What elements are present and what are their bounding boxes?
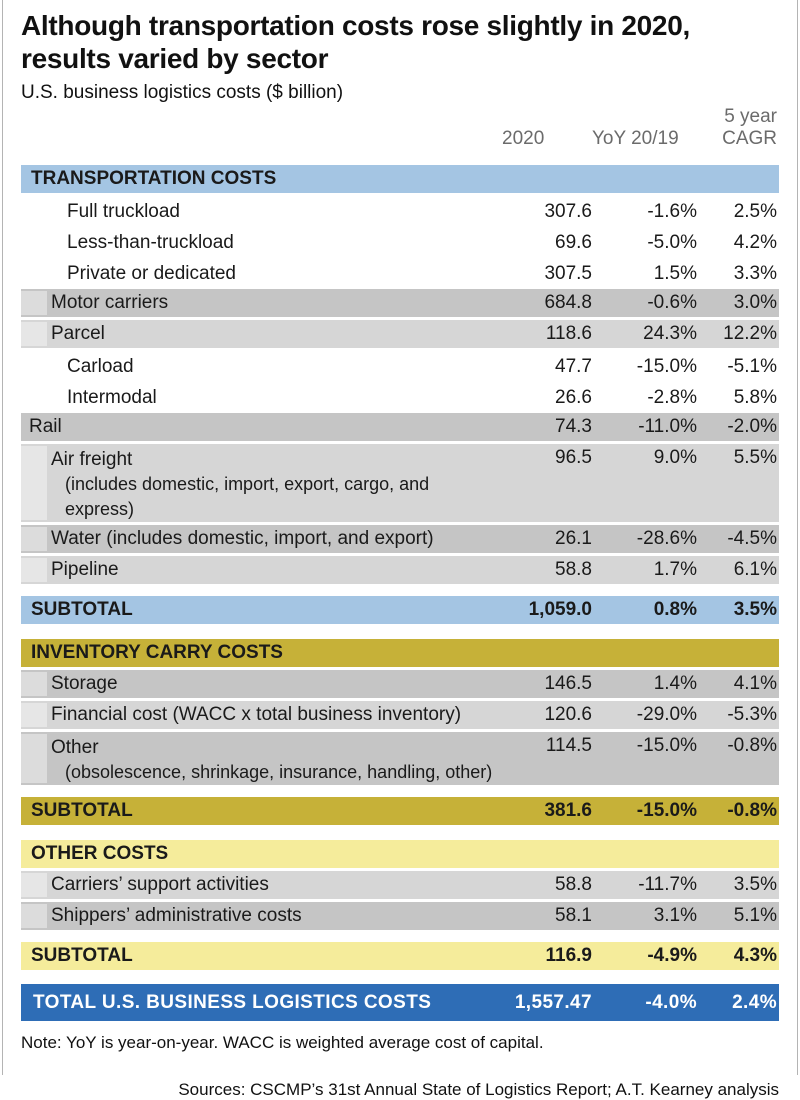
- table-row: [21, 227, 779, 258]
- value-cagr: 4.3%: [733, 944, 777, 966]
- value-2020: 58.1: [555, 904, 592, 926]
- logistics-table: [21, 165, 779, 1021]
- value-2020: [502, 840, 592, 868]
- value-yoy: -11.7%: [638, 873, 697, 895]
- value-yoy: 1.4%: [653, 672, 697, 694]
- value-2020: 58.8: [555, 873, 592, 895]
- row-label: Shippers’ administrative costs: [51, 904, 302, 926]
- row-label: Carload: [67, 355, 134, 377]
- infographic-page: [2, 0, 798, 1099]
- value-cagr: -2.0%: [727, 415, 777, 437]
- value-yoy: -4.9%: [647, 944, 697, 966]
- section-header-transportation-costs: [21, 165, 779, 193]
- table-row: [21, 258, 779, 289]
- table-row: [21, 289, 779, 317]
- page-title: Although transportation costs rose slightly in 2020, results varied by sector: [21, 10, 690, 74]
- table-row: [21, 444, 779, 522]
- value-2020: [502, 165, 592, 193]
- value-2020: 58.8: [555, 558, 592, 580]
- value-cagr: -0.8%: [727, 734, 777, 756]
- value-yoy: -11.0%: [638, 415, 697, 437]
- column-header-cagr: [697, 106, 779, 150]
- value-cagr: 2.5%: [733, 200, 777, 222]
- value-2020: 120.6: [544, 703, 592, 725]
- row-label: Motor carriers: [51, 291, 169, 313]
- table-row: [21, 351, 779, 382]
- row-label: Private or dedicated: [67, 262, 236, 284]
- value-yoy: -29.0%: [636, 703, 697, 725]
- value-yoy: 3.1%: [653, 904, 697, 926]
- row-label: Less-than-truckload: [67, 231, 234, 253]
- value-cagr: [697, 639, 779, 667]
- value-2020: 47.7: [555, 355, 592, 377]
- value-2020: 1,557.47: [514, 991, 592, 1013]
- value-2020: 684.8: [544, 291, 592, 313]
- row-label: Rail: [29, 415, 62, 437]
- value-cagr: 5.8%: [733, 386, 777, 408]
- value-cagr: 3.3%: [733, 262, 777, 284]
- row-label: SUBTOTAL: [31, 598, 133, 620]
- value-2020: 74.3: [555, 415, 592, 437]
- row-sublabel: (obsolescence, shrinkage, insurance, handling, other): [65, 761, 493, 782]
- value-cagr: [697, 840, 779, 868]
- table-row: [21, 196, 779, 227]
- sources-line: Sources: CSCMP’s 31st Annual State of Logistics Report; A.T. Kearney analysis: [178, 1079, 779, 1099]
- value-yoy: [592, 639, 697, 667]
- table-row: [21, 413, 779, 441]
- value-2020: 26.1: [555, 527, 592, 549]
- column-header-row: [21, 106, 779, 150]
- column-header-2020: 2020: [502, 127, 545, 149]
- total-row: [21, 984, 779, 1021]
- value-yoy: -4.0%: [645, 991, 697, 1013]
- value-cagr: 3.0%: [733, 291, 777, 313]
- value-yoy: 24.3%: [643, 322, 697, 344]
- value-yoy: 1.7%: [653, 558, 697, 580]
- table-row: [21, 556, 779, 584]
- value-yoy: -1.6%: [647, 200, 697, 222]
- row-label: SUBTOTAL: [31, 799, 133, 821]
- value-2020: 116.9: [545, 944, 592, 966]
- value-2020: [502, 639, 592, 667]
- row-label: Water (includes domestic, import, and export): [51, 527, 434, 549]
- row-label: Air freight (includes domestic, import, export, cargo, and express): [21, 444, 502, 522]
- value-cagr: 12.2%: [723, 322, 777, 344]
- value-2020: 118.6: [545, 322, 592, 344]
- table-row: [21, 670, 779, 698]
- value-2020: 307.6: [544, 200, 592, 222]
- value-cagr: 5.5%: [733, 446, 777, 468]
- value-yoy: 9.0%: [653, 446, 697, 468]
- row-label: INVENTORY CARRY COSTS: [31, 641, 283, 663]
- row-sublabel: (includes domestic, import, export, cargo, and express): [65, 473, 430, 519]
- row-label: TRANSPORTATION COSTS: [31, 167, 277, 189]
- row-label: SUBTOTAL: [31, 944, 133, 966]
- row-label: Carriers’ support activities: [51, 873, 269, 895]
- value-cagr: 3.5%: [733, 598, 777, 620]
- value-2020: 381.6: [544, 799, 592, 821]
- subtotal-row-other-costs: [21, 942, 779, 970]
- value-yoy: -15.0%: [636, 734, 697, 756]
- table-row: [21, 320, 779, 348]
- value-cagr: [697, 165, 779, 193]
- value-cagr: 4.2%: [733, 231, 777, 253]
- value-2020: 146.5: [544, 672, 592, 694]
- column-header-yoy: YoY 20/19: [592, 127, 679, 149]
- value-yoy: -5.0%: [647, 231, 697, 253]
- table-row: [21, 525, 779, 553]
- table-row: [21, 701, 779, 729]
- row-label: OTHER COSTS: [31, 842, 169, 864]
- row-label: Parcel: [51, 322, 105, 344]
- column-header-cagr-line1: 5 year: [724, 105, 777, 127]
- value-yoy: -0.6%: [647, 291, 697, 313]
- section-header-other-costs: [21, 840, 779, 868]
- value-cagr: 4.1%: [733, 672, 777, 694]
- value-2020: 307.5: [544, 262, 592, 284]
- value-cagr: 6.1%: [733, 558, 777, 580]
- value-yoy: -15.0%: [636, 799, 697, 821]
- value-yoy: [592, 165, 697, 193]
- column-header-cagr-line2: CAGR: [722, 127, 777, 149]
- value-yoy: -2.8%: [647, 386, 697, 408]
- row-label: Other (obsolescence, shrinkage, insurance, handling, other): [21, 732, 502, 785]
- value-yoy: 1.5%: [653, 262, 697, 284]
- value-cagr: -4.5%: [727, 527, 777, 549]
- row-label: Full truckload: [67, 200, 180, 222]
- row-label: Financial cost (WACC x total business inventory): [51, 703, 462, 725]
- value-cagr: 2.4%: [732, 991, 777, 1013]
- row-label: Storage: [51, 672, 118, 694]
- page-subtitle: U.S. business logistics costs ($ billion): [21, 81, 344, 103]
- value-2020: 69.6: [555, 231, 592, 253]
- value-cagr: -5.1%: [727, 355, 777, 377]
- value-cagr: -0.8%: [727, 799, 777, 821]
- row-label: TOTAL U.S. BUSINESS LOGISTICS COSTS: [33, 991, 432, 1013]
- value-yoy: -28.6%: [636, 527, 697, 549]
- table-row: [21, 732, 779, 785]
- subtotal-row-transportation-costs: [21, 596, 779, 624]
- value-yoy: 0.8%: [653, 598, 697, 620]
- table-row: [21, 871, 779, 899]
- row-label: Pipeline: [51, 558, 119, 580]
- value-cagr: -5.3%: [727, 703, 777, 725]
- table-row: [21, 382, 779, 413]
- value-yoy: [592, 840, 697, 868]
- value-yoy: -15.0%: [636, 355, 697, 377]
- value-2020: 114.5: [545, 734, 592, 756]
- value-cagr: 5.1%: [733, 904, 777, 926]
- section-header-inventory-carry-costs: [21, 639, 779, 667]
- value-2020: 26.6: [555, 386, 592, 408]
- value-2020: 1,059.0: [528, 598, 592, 620]
- row-label: Intermodal: [67, 386, 157, 408]
- subtotal-row-inventory-carry-costs: [21, 797, 779, 825]
- table-row: [21, 902, 779, 930]
- value-2020: 96.5: [555, 446, 592, 468]
- footnote: Note: YoY is year-on-year. WACC is weighted average cost of capital.: [21, 1032, 544, 1052]
- value-cagr: 3.5%: [733, 873, 777, 895]
